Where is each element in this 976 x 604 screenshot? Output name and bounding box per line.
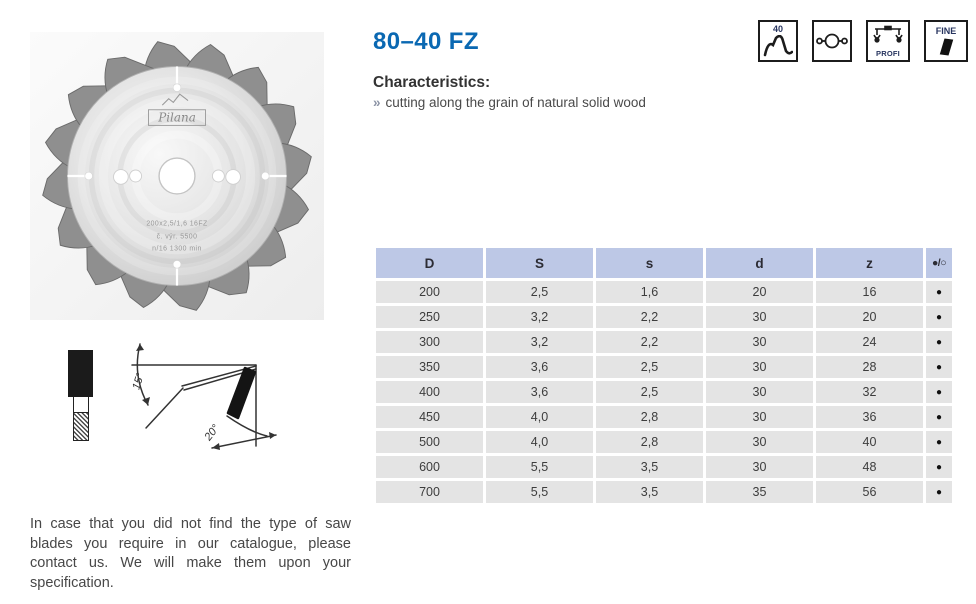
property-icons-row xyxy=(758,20,968,62)
spec-cell: 4,0 xyxy=(486,406,593,428)
tooth-front-view-drawing xyxy=(68,350,94,441)
spec-cell: 3,2 xyxy=(486,331,593,353)
tooth-neck xyxy=(74,397,88,412)
availability-dot: ● xyxy=(926,306,952,328)
availability-dot: ● xyxy=(926,356,952,378)
bore-pinholes-icon xyxy=(812,20,852,62)
spec-cell: 600 xyxy=(376,456,483,478)
spec-cell: 2,8 xyxy=(596,431,703,453)
spec-cell: 40 xyxy=(816,431,923,453)
spec-cell: 5,5 xyxy=(486,456,593,478)
fine-tooth-icon xyxy=(924,20,968,62)
table-row xyxy=(376,481,952,503)
spec-cell: 500 xyxy=(376,431,483,453)
spec-cell: 3,5 xyxy=(596,456,703,478)
etched-line: n/16 1300 min xyxy=(152,245,202,253)
column-header: d xyxy=(706,248,813,278)
footer-note: In case that you did not find the type of saw blades you require in our catalogue, please contact us. We will make them upon your specification. xyxy=(30,516,351,592)
table-row xyxy=(376,356,952,378)
tooth-body-shape xyxy=(73,397,89,441)
tooth-count-label: 40 xyxy=(772,24,783,34)
column-header: S xyxy=(486,248,593,278)
spec-cell: 300 xyxy=(376,331,483,353)
table-row xyxy=(376,281,952,303)
spec-cell: 30 xyxy=(706,381,813,403)
spec-table xyxy=(373,245,955,506)
angle-label-15: 15° xyxy=(130,371,147,392)
table-row xyxy=(376,331,952,353)
spec-cell: 450 xyxy=(376,406,483,428)
characteristic-item xyxy=(373,95,646,110)
spec-table-head xyxy=(376,248,952,278)
bore-hole xyxy=(159,158,195,194)
table-row xyxy=(376,381,952,403)
spec-cell: 56 xyxy=(816,481,923,503)
availability-dot: ● xyxy=(926,456,952,478)
etched-line: 200x2,5/1,6 16FZ xyxy=(146,220,208,228)
table-row xyxy=(376,456,952,478)
column-header: D xyxy=(376,248,483,278)
angle-label-20: 20° xyxy=(202,422,223,444)
spec-cell: 32 xyxy=(816,381,923,403)
availability-dot: ● xyxy=(926,406,952,428)
bore-pinholes-glyph xyxy=(816,31,848,51)
etched-line: č. výr. 5500 xyxy=(156,233,198,241)
spec-cell: 250 xyxy=(376,306,483,328)
spec-cell: 48 xyxy=(816,456,923,478)
spec-cell: 30 xyxy=(706,356,813,378)
fine-tooth-glyph xyxy=(939,39,952,56)
spec-cell: 30 xyxy=(706,431,813,453)
spec-cell: 28 xyxy=(816,356,923,378)
profi-scales-icon xyxy=(866,20,910,62)
spec-cell: 5,5 xyxy=(486,481,593,503)
table-row xyxy=(376,406,952,428)
blade-photo-frame xyxy=(30,32,324,320)
spec-cell: 2,8 xyxy=(596,406,703,428)
spec-table-body xyxy=(376,281,952,503)
spec-cell: 400 xyxy=(376,381,483,403)
spec-cell: 2,5 xyxy=(486,281,593,303)
tooth-profile-40-icon xyxy=(758,20,798,62)
spec-cell: 2,2 xyxy=(596,331,703,353)
characteristic-text: cutting along the grain of natural solid wood xyxy=(385,95,646,110)
header-row xyxy=(376,248,952,278)
spec-cell: 20 xyxy=(816,306,923,328)
spec-cell: 2,2 xyxy=(596,306,703,328)
spec-cell: 4,0 xyxy=(486,431,593,453)
spec-cell: 1,6 xyxy=(596,281,703,303)
column-header: ●/○ xyxy=(926,248,952,278)
availability-dot: ● xyxy=(926,331,952,353)
availability-dot: ● xyxy=(926,281,952,303)
spec-cell: 2,5 xyxy=(596,356,703,378)
saw-blade-image xyxy=(37,38,317,314)
spec-cell: 16 xyxy=(816,281,923,303)
tooth-tip-shape xyxy=(68,350,93,397)
spec-cell: 700 xyxy=(376,481,483,503)
scales-glyph xyxy=(872,25,904,49)
spec-cell: 30 xyxy=(706,456,813,478)
table-row xyxy=(376,306,952,328)
availability-dot: ● xyxy=(926,481,952,503)
spec-cell: 30 xyxy=(706,331,813,353)
column-header: z xyxy=(816,248,923,278)
spec-cell: 35 xyxy=(706,481,813,503)
availability-dot: ● xyxy=(926,431,952,453)
spec-cell: 36 xyxy=(816,406,923,428)
spec-cell: 3,5 xyxy=(596,481,703,503)
spec-cell: 24 xyxy=(816,331,923,353)
characteristics-heading: Characteristics: xyxy=(373,74,491,91)
bullet-glyph: » xyxy=(373,95,381,110)
spec-cell: 3,6 xyxy=(486,356,593,378)
spec-cell: 2,5 xyxy=(596,381,703,403)
spec-cell: 3,6 xyxy=(486,381,593,403)
table-row xyxy=(376,431,952,453)
spec-cell: 3,2 xyxy=(486,306,593,328)
product-title: 80–40 FZ xyxy=(373,28,479,55)
spec-cell: 200 xyxy=(376,281,483,303)
availability-dot: ● xyxy=(926,381,952,403)
spec-cell: 30 xyxy=(706,306,813,328)
blade-logo-text: Pilana xyxy=(158,110,196,125)
profi-label: PROFI xyxy=(876,48,900,58)
fine-label: FINE xyxy=(935,26,957,36)
spec-cell: 350 xyxy=(376,356,483,378)
spec-cell: 30 xyxy=(706,406,813,428)
tooth-angle-diagram xyxy=(124,336,284,458)
tooth-profile-glyph xyxy=(763,35,793,57)
tooth-hatched-section xyxy=(74,412,88,440)
spec-cell: 20 xyxy=(706,281,813,303)
column-header: s xyxy=(596,248,703,278)
